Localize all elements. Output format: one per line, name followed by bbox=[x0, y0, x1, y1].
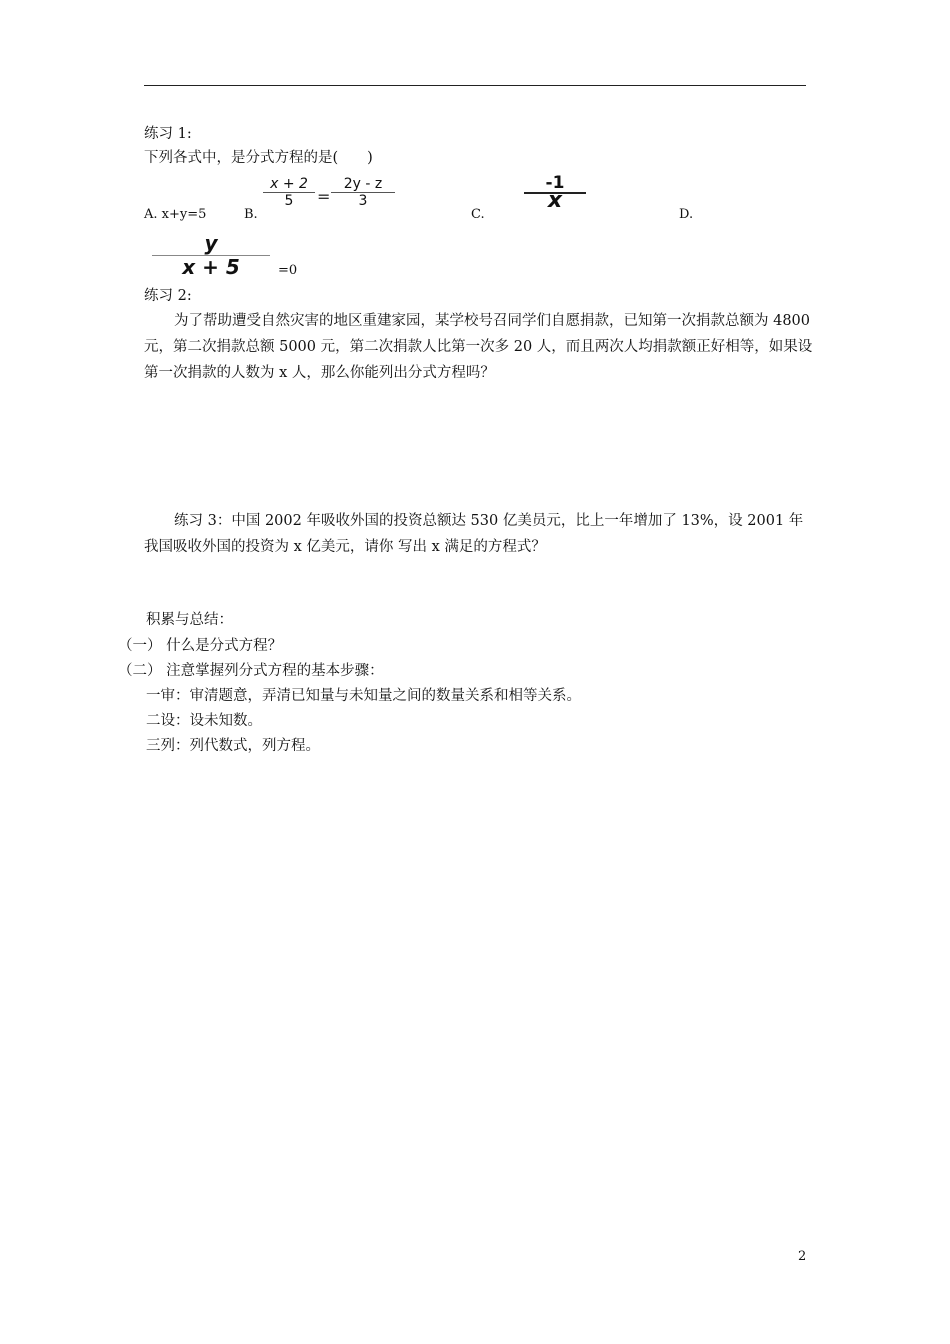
summary-title: 积累与总结： bbox=[146, 612, 233, 628]
option-d-denominator: x + 5 bbox=[182, 255, 240, 279]
option-d-numerator: y bbox=[204, 231, 218, 255]
option-b-numerator-right: 2y - z bbox=[343, 176, 383, 192]
exercise3-body-block bbox=[144, 508, 814, 560]
option-d-equals-zero: =0 bbox=[278, 263, 298, 278]
summary-item-1: （一） 什么是分式方程？ bbox=[118, 638, 283, 654]
option-c-numerator: -1 bbox=[545, 173, 565, 193]
option-b-fraction-left bbox=[263, 176, 315, 209]
exercise3-body: 练习 3：中国 2002 年吸收外国的投资总额达 530 亿美员元，比上一年增加了 13%，设 2001 年我国吸收外国的投资为 x 亿美元，请你 写出 x 满足的方程式？ bbox=[144, 513, 804, 555]
option-b-fraction-right bbox=[331, 176, 395, 209]
option-b-label: B. bbox=[244, 207, 258, 222]
option-b-denominator-right: 3 bbox=[358, 193, 368, 209]
header-rule bbox=[144, 85, 806, 86]
summary-step-1: 一审：审清题意，弄清已知量与未知量之间的数量关系和相等关系。 bbox=[146, 688, 581, 704]
summary-step-3: 三列：列代数式，列方程。 bbox=[146, 738, 320, 754]
option-b-numerator-left: x + 2 bbox=[270, 176, 308, 192]
option-a: A. x+y=5 bbox=[144, 207, 207, 222]
option-c-denominator: x bbox=[547, 188, 563, 213]
option-b-denominator-left: 5 bbox=[284, 193, 294, 209]
summary-step-2: 二设：设未知数。 bbox=[146, 713, 262, 729]
page-number: 2 bbox=[798, 1249, 807, 1264]
option-c-fraction bbox=[524, 173, 586, 213]
exercise1-question: 下列各式中，是分式方程的是( ) bbox=[144, 150, 373, 166]
exercise2-title: 练习 2: bbox=[144, 288, 192, 304]
option-c-label: C. bbox=[471, 207, 485, 222]
exercise2-body-block bbox=[144, 308, 814, 386]
exercise1-title: 练习 1: bbox=[144, 126, 192, 142]
option-d-fraction bbox=[152, 231, 270, 279]
exercise2-body: 为了帮助遭受自然灾害的地区重建家园，某学校号召同学们自愿捐款，已知第一次捐款总额为 4800 元，第二次捐款总额 5000 元，第二次捐款人比第一次多 20 人，而且两次人均捐款额正好相等，如果设第一次捐款的人数为 x 人，那么你能列出分式方程吗？ bbox=[144, 313, 813, 381]
summary-item-2: （二） 注意掌握列分式方程的基本步骤： bbox=[118, 663, 384, 679]
option-b-equals: = bbox=[317, 187, 331, 206]
option-d-label: D. bbox=[679, 207, 694, 222]
